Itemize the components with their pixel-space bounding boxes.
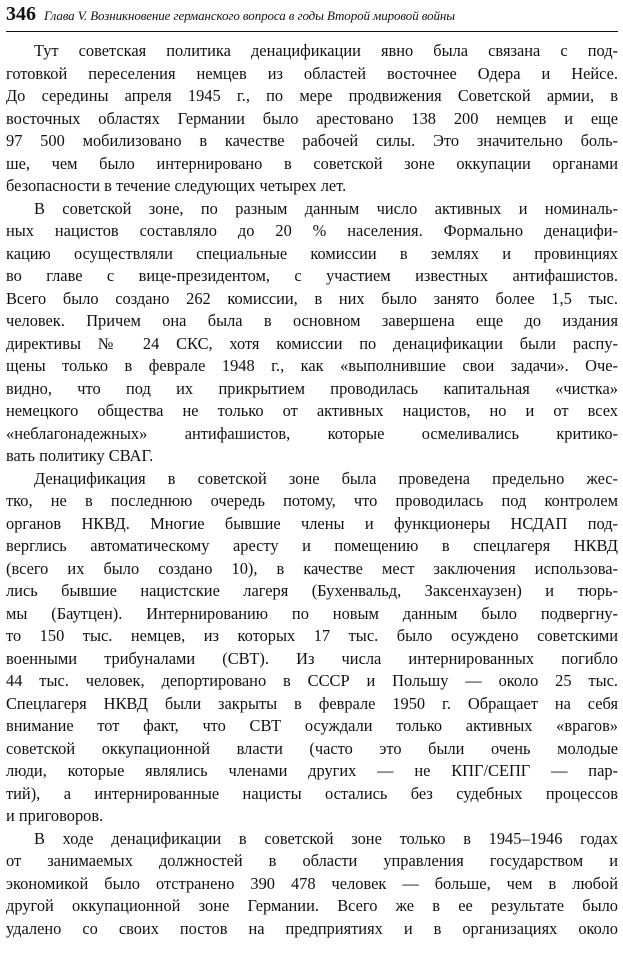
text-line: военными трибуналами (СВТ). Из числа интернированных погибло <box>6 648 618 668</box>
text-line: 97 500 мобилизовано в качестве рабочей силы. Это значительно боль- <box>6 131 618 150</box>
text-line: другой оккупационной зоне Германии. Всего же в ее результате было <box>6 896 618 915</box>
text-line: человек. Причем она была в основном завершена еще до издания <box>6 311 618 330</box>
text-line: кацию осуществляли специальные комиссии в землях и провинциях <box>6 243 618 263</box>
text-line: тий), а интернированные нацисты остались без судебных процессов <box>6 783 618 803</box>
text-line: Спецлагеря НКВД были закрыты в феврале 1950 г. Обращает на себя <box>6 693 618 713</box>
text-line: Денацификация в советской зоне была проведена предельно жес- <box>34 468 618 488</box>
running-header <box>6 3 618 29</box>
text-line: До середины апреля 1945 г., по мере продвижения Советской армии, в <box>6 86 618 105</box>
text-line: во главе с вице-президентом, с участием известных антифашистов. <box>6 266 618 285</box>
text-line: щены только в феврале 1948 г., как «выполнившие свои задачи». Оче- <box>6 356 618 375</box>
text-line: советской оккупационной власти (часто это были очень молодые <box>6 738 618 758</box>
text-line: удалено со своих постов на предприятиях и в организациях около <box>6 918 618 938</box>
text-line: В советской зоне, по разным данным число активных и номиналь- <box>34 198 618 218</box>
text-line: органов НКВД. Многие бывшие члены и функционеры НСДАП под- <box>6 513 618 533</box>
text-line: «неблагонадежных» антифашистов, которые осмеливались критико- <box>6 423 618 443</box>
text-line: В ходе денацификации в советской зоне только в 1945–1946 годах <box>34 828 618 848</box>
text-line: верглись автоматическому аресту и помещению в спецлагеря НКВД <box>6 536 618 555</box>
body-text <box>6 40 618 940</box>
book-page <box>6 0 618 976</box>
text-line: ных нацистов составляло до 20 % населения. Формально денацифи- <box>6 221 618 240</box>
text-line: 44 тыс. человек, депортировано в СССР и Польшу — около 25 тыс. <box>6 671 618 690</box>
text-line: мы (Баутцен). Интернированию по новым данным было подвергну- <box>6 603 618 623</box>
running-title: Глава V. Возникновение германского вопроса в годы Второй мировой войны <box>44 8 455 23</box>
text-line: тко, не в последнюю очередь потому, что проводилась под контролем <box>6 491 618 510</box>
header-rule <box>6 31 618 32</box>
text-line: лись бывшие нацистские лагеря (Бухенвальд, Заксенхаузен) и тюрь- <box>6 581 618 600</box>
text-line: внимание тот факт, что СВТ осуждали только активных «врагов» <box>6 716 618 735</box>
text-line: немецкого общества не только от активных нацистов, но и от всех <box>6 401 618 420</box>
text-line: то 150 тыс. немцев, из которых 17 тыс. было осуждено советскими <box>6 626 618 645</box>
text-line: (всего их было создано 10), в качестве мест заключения использова- <box>6 558 618 578</box>
text-line: директивы № 24 СКС, хотя комиссии по денацификации были распу- <box>6 333 618 353</box>
text-line: Тут советская политика денацификации явно была связана с под- <box>34 41 618 60</box>
text-line: готовкой переселения немцев из областей восточнее Одера и Нейсе. <box>6 63 618 83</box>
text-line: от занимаемых должностей в области управления государством и <box>6 851 618 870</box>
text-line: экономикой было отстранено 390 478 человек — больше, чем в любой <box>6 873 618 893</box>
text-line: восточных областях Германии было арестовано 138 200 немцев и еще <box>6 108 618 128</box>
page-number: 346 <box>6 3 36 25</box>
text-line: ше, чем было интернировано в советской зоне оккупации органами <box>6 153 618 173</box>
text-line: люди, которые являлись членами других — не КПГ/СЕПГ — пар- <box>6 761 618 780</box>
text-line: Всего было создано 262 комиссии, в них было занято более 1,5 тыс. <box>6 288 618 308</box>
text-line: вать политику СВАГ. <box>6 446 154 465</box>
text-line: видно, что под их прикрытием проводилась капитальная «чистка» <box>6 378 618 398</box>
text-line: безопасности в течение следующих четырех лет. <box>6 176 347 195</box>
text-line: и приговоров. <box>6 806 104 825</box>
